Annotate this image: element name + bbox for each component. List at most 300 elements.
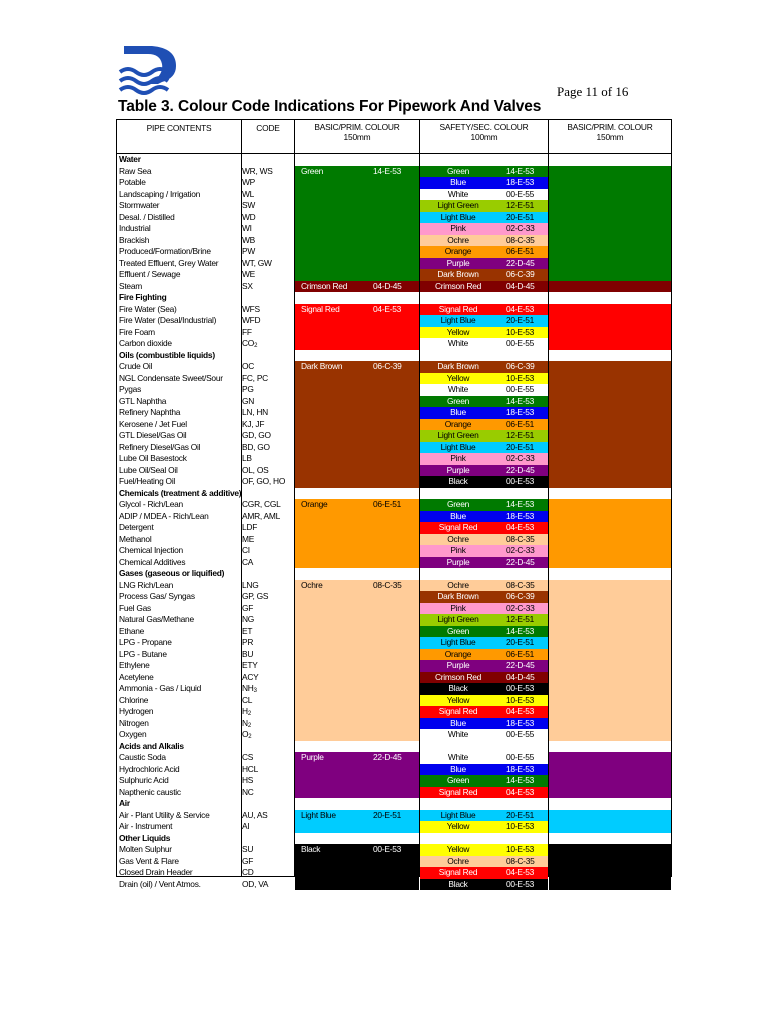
pipe-contents-cell: Brackish [119, 234, 150, 245]
pipe-contents-cell: Produced/Formation/Brine [119, 246, 211, 256]
code-cell [242, 281, 294, 293]
safety-colour-cell [420, 718, 548, 730]
pipe-contents-cell: Landscaping / Irrigation [119, 188, 201, 199]
code-text: GF [242, 602, 254, 613]
code-cell [242, 637, 294, 649]
safety-colour-name: Blue [450, 510, 466, 521]
safety-colour-name: Signal Red [438, 522, 478, 532]
safety-colour-cell [420, 603, 548, 615]
table-title: Table 3. Colour Code Indications For Pipework And Valves [118, 98, 542, 115]
pipe-contents-cell: Chlorine [119, 694, 149, 705]
safety-colour-cell [420, 752, 548, 764]
code-text: FF [242, 326, 252, 337]
basic-colour-code: 08-C-35 [373, 579, 402, 590]
safety-colour-cell [420, 879, 548, 891]
group-heading: Acids and Alkalis [119, 740, 184, 751]
header-safety-line1: SAFETY/SEC. COLOUR [439, 122, 529, 132]
group-heading: Air [119, 798, 130, 808]
code-text: CGR, CGL [242, 499, 281, 509]
pipe-contents-cell: Air - Instrument [119, 821, 173, 831]
pipe-contents-cell: Desal. / Distilled [119, 211, 175, 222]
table-row [117, 223, 671, 235]
table-row [117, 867, 671, 879]
code-cell [242, 476, 294, 488]
safety-colour-cell [420, 683, 548, 695]
safety-colour-name: Yellow [446, 372, 470, 383]
safety-colour-code: 06-E-51 [506, 418, 535, 429]
table-row [117, 683, 671, 695]
safety-colour-name: Crimson Red [434, 671, 482, 682]
code-text: OL, OS [242, 464, 269, 475]
group-heading-row [117, 833, 671, 845]
table-row [117, 545, 671, 557]
pipe-contents-cell: Refinery Diesel/Gas Oil [119, 441, 201, 452]
table-row [117, 879, 671, 891]
pipe-contents-cell: Gas Vent & Flare [119, 855, 179, 866]
basic-colour-name: Dark Brown [301, 361, 343, 371]
code-text: N [242, 717, 248, 728]
safety-colour-code: 02-C-33 [506, 602, 535, 613]
table-row [117, 764, 671, 776]
safety-colour-code: 04-E-53 [506, 706, 535, 716]
code-cell [242, 499, 294, 511]
code-cell [242, 315, 294, 327]
table-row [117, 649, 671, 661]
code-cell [242, 453, 294, 465]
table-row [117, 430, 671, 442]
header-safety-line2: 100mm [470, 132, 498, 142]
code-cell [242, 430, 294, 442]
code-cell [242, 844, 294, 856]
code-text: OC [242, 361, 255, 371]
safety-colour-code: 12-E-51 [506, 430, 535, 440]
basic-colour-name: Green [301, 165, 324, 176]
code-cell [242, 522, 294, 534]
safety-colour-code: 10-E-53 [506, 372, 535, 383]
pipe-contents-cell: LNG Rich/Lean [119, 579, 174, 590]
pipe-contents-cell: Molten Sulphur [119, 844, 172, 854]
pipe-contents-cell: Nitrogen [119, 717, 149, 728]
safety-colour-cell [420, 246, 548, 258]
table-row [117, 718, 671, 730]
pipe-contents-cell: Acetylene [119, 671, 154, 682]
safety-colour-code: 22-D-45 [506, 660, 535, 670]
table-row [117, 212, 671, 224]
safety-colour-name: Pink [450, 602, 466, 613]
safety-colour-name: Pink [450, 223, 466, 233]
pipe-contents-cell: Fire Foam [119, 326, 155, 337]
code-text: CL [242, 694, 253, 705]
code-text: CS [242, 752, 254, 762]
code-cell [242, 752, 294, 764]
code-text: BD, GO [242, 441, 270, 452]
pipe-contents-cell: Chemical Additives [119, 556, 186, 567]
group-heading-row [117, 488, 671, 500]
pipe-contents-cell: Refinery Naphtha [119, 407, 181, 417]
safety-colour-cell [420, 465, 548, 477]
safety-colour-name: Light Blue [440, 637, 476, 647]
table-row [117, 522, 671, 534]
group-heading: Gases (gaseous or liquified) [119, 568, 225, 578]
safety-colour-code: 04-E-53 [506, 522, 535, 532]
safety-colour-cell [420, 706, 548, 718]
table-row [117, 810, 671, 822]
safety-colour-name: Purple [446, 257, 470, 268]
safety-colour-cell [420, 166, 548, 178]
safety-colour-code: 20-E-51 [506, 211, 535, 222]
safety-colour-code: 20-E-51 [506, 637, 535, 647]
safety-colour-name: Light Blue [440, 809, 476, 820]
code-cell [242, 465, 294, 477]
pipe-contents-cell: LPG - Butane [119, 648, 167, 659]
pipe-contents-cell: Closed Drain Header [119, 867, 193, 877]
basic-colour-code: 14-E-53 [373, 165, 402, 176]
table-row [117, 844, 671, 856]
safety-colour-code: 14-E-53 [506, 775, 535, 785]
pipe-contents-cell: LPG - Propane [119, 637, 172, 647]
basic-colour-code: 20-E-51 [373, 809, 402, 820]
code-text: ETY [242, 660, 258, 670]
code-text: AMR, AML [242, 510, 281, 521]
group-heading-row [117, 350, 671, 362]
code-text: ACY [242, 671, 259, 682]
safety-colour-cell [420, 591, 548, 603]
pipe-contents-cell: NGL Condensate Sweet/Sour [119, 372, 223, 383]
safety-colour-code: 08-C-35 [506, 533, 535, 544]
safety-colour-code: 14-E-53 [506, 395, 535, 406]
group-heading-row [117, 741, 671, 753]
pipe-contents-cell: Kerosene / Jet Fuel [119, 418, 187, 429]
safety-colour-cell [420, 430, 548, 442]
code-text: H [242, 706, 248, 716]
safety-colour-cell [420, 522, 548, 534]
table-row [117, 327, 671, 339]
pipe-contents-cell: Air - Plant Utility & Service [119, 809, 210, 820]
safety-colour-cell [420, 787, 548, 799]
safety-colour-cell [420, 384, 548, 396]
safety-colour-name: Pink [450, 453, 466, 463]
pipe-contents-cell: Caustic Soda [119, 752, 166, 762]
table-row [117, 166, 671, 178]
pipe-contents-cell: Industrial [119, 223, 151, 233]
safety-colour-name: Light Blue [440, 441, 476, 452]
safety-colour-code: 04-E-53 [506, 867, 535, 877]
safety-colour-name: Blue [450, 763, 466, 774]
code-cell [242, 545, 294, 557]
basic-colour-code: 06-E-51 [373, 499, 402, 509]
safety-colour-code: 20-E-51 [506, 441, 535, 452]
code-cell [242, 223, 294, 235]
code-subscript: 2 [247, 722, 251, 729]
header-basic-colour [295, 120, 420, 154]
table-row [117, 189, 671, 201]
safety-colour-name: Black [448, 476, 468, 486]
code-cell [242, 258, 294, 270]
safety-colour-cell [420, 775, 548, 787]
basic-colour-name: Orange [301, 499, 328, 509]
safety-colour-code: 20-E-51 [506, 315, 535, 325]
table-row [117, 258, 671, 270]
pipe-contents-cell: Process Gas/ Syngas [119, 591, 195, 601]
code-text: PG [242, 384, 254, 394]
safety-colour-cell [420, 511, 548, 523]
safety-colour-cell [420, 844, 548, 856]
table-row [117, 695, 671, 707]
safety-colour-name: Crimson Red [434, 280, 482, 291]
safety-colour-name: Orange [444, 648, 472, 659]
basic-colour-name: Light Blue [301, 809, 336, 820]
safety-colour-name: Yellow [446, 326, 470, 337]
code-text: WP [242, 177, 255, 187]
table-row [117, 235, 671, 247]
pipe-contents-cell: Hydrochloric Acid [119, 763, 180, 774]
safety-colour-cell [420, 626, 548, 638]
safety-colour-code: 08-C-35 [506, 234, 535, 245]
code-subscript: 2 [248, 734, 252, 740]
code-cell [242, 821, 294, 833]
safety-colour-name: White [447, 188, 469, 199]
code-cell [242, 212, 294, 224]
pipe-contents-cell: Carbon dioxide [119, 338, 172, 348]
safety-colour-code: 00-E-53 [506, 683, 535, 693]
table-row [117, 591, 671, 603]
safety-colour-cell [420, 810, 548, 822]
pipe-contents-cell: Natural Gas/Methane [119, 614, 194, 624]
code-cell [242, 626, 294, 638]
code-cell [242, 856, 294, 868]
table-row [117, 511, 671, 523]
basic-colour-code: 06-C-39 [373, 361, 402, 371]
table-row [117, 315, 671, 327]
safety-colour-cell [420, 419, 548, 431]
pipe-contents-cell: Sulphuric Acid [119, 775, 169, 785]
pipe-contents-cell: GTL Naphtha [119, 395, 167, 406]
code-text: LB [242, 453, 252, 463]
safety-colour-code: 22-D-45 [506, 556, 535, 567]
table-row [117, 476, 671, 488]
safety-colour-cell [420, 649, 548, 661]
safety-colour-code: 12-E-51 [506, 614, 535, 624]
safety-colour-code: 14-E-53 [506, 165, 535, 176]
header-pipe-contents [117, 120, 242, 154]
safety-colour-cell [420, 614, 548, 626]
safety-colour-name: Orange [444, 418, 472, 429]
code-cell [242, 879, 294, 891]
safety-colour-code: 02-C-33 [506, 453, 535, 463]
safety-colour-name: Signal Red [438, 303, 478, 314]
code-cell [242, 706, 294, 718]
code-text: WD [242, 211, 256, 222]
safety-colour-code: 10-E-53 [506, 844, 535, 854]
table-row [117, 775, 671, 787]
safety-colour-code: 02-C-33 [506, 223, 535, 233]
code-text: SX [242, 280, 253, 291]
code-subscript: 3 [253, 688, 257, 694]
table-row [117, 384, 671, 396]
table-row [117, 304, 671, 316]
safety-colour-cell [420, 281, 548, 293]
safety-colour-code: 06-C-39 [506, 361, 535, 371]
safety-colour-cell [420, 764, 548, 776]
code-text: BU [242, 648, 254, 659]
pipe-contents-cell: Glycol - Rich/Lean [119, 499, 183, 509]
basic-colour-name: Ochre [301, 579, 323, 590]
code-subscript: 2 [254, 343, 258, 349]
basic-colour-code: 00-E-53 [373, 844, 402, 854]
safety-colour-code: 06-E-51 [506, 246, 535, 256]
code-cell [242, 338, 294, 350]
code-text: KJ, JF [242, 418, 265, 429]
code-text: CA [242, 556, 254, 567]
code-cell [242, 614, 294, 626]
safety-colour-name: Purple [446, 556, 470, 567]
pipe-contents-cell: Fuel Gas [119, 602, 151, 613]
group-heading: Water [119, 154, 141, 164]
code-cell [242, 787, 294, 799]
safety-colour-code: 22-D-45 [506, 257, 535, 268]
safety-colour-name: Blue [450, 717, 466, 728]
table-row [117, 557, 671, 569]
safety-colour-cell [420, 660, 548, 672]
pipe-contents-cell: Raw Sea [119, 165, 152, 176]
safety-colour-name: Signal Red [438, 867, 478, 877]
safety-colour-cell [420, 637, 548, 649]
safety-colour-cell [420, 212, 548, 224]
table-row [117, 465, 671, 477]
safety-colour-cell [420, 695, 548, 707]
code-cell [242, 511, 294, 523]
code-text: AI [242, 821, 250, 831]
code-cell [242, 603, 294, 615]
code-text: CO [242, 338, 255, 348]
safety-colour-code: 18-E-53 [506, 510, 535, 521]
pipe-contents-cell: Hydrogen [119, 706, 154, 716]
group-heading-row [117, 568, 671, 580]
safety-colour-name: Dark Brown [437, 591, 479, 601]
code-cell [242, 695, 294, 707]
basic-colour-name: Black [301, 844, 321, 854]
code-text: GF [242, 855, 254, 866]
header-code-label: CODE [256, 123, 280, 133]
safety-colour-name: White [447, 752, 469, 762]
header-basic-colour-2 [549, 120, 671, 154]
table-row [117, 614, 671, 626]
safety-colour-name: Purple [446, 464, 470, 475]
safety-colour-name: Green [446, 165, 470, 176]
code-cell [242, 660, 294, 672]
company-logo-icon [118, 44, 178, 98]
safety-colour-name: Signal Red [438, 786, 478, 797]
code-text: CD [242, 867, 254, 877]
safety-colour-cell [420, 856, 548, 868]
safety-colour-code: 22-D-45 [506, 464, 535, 475]
safety-colour-code: 04-D-45 [506, 280, 535, 291]
basic-colour-code: 22-D-45 [373, 752, 402, 762]
basic-colour-name: Purple [301, 752, 324, 762]
code-cell [242, 304, 294, 316]
pipe-contents-cell: Ethylene [119, 660, 150, 670]
safety-colour-name: Yellow [446, 844, 470, 854]
column-divider [548, 154, 549, 876]
code-cell [242, 396, 294, 408]
safety-colour-code: 06-C-39 [506, 591, 535, 601]
code-text: WL [242, 188, 255, 199]
safety-colour-name: White [447, 729, 469, 739]
safety-colour-code: 04-E-53 [506, 786, 535, 797]
safety-colour-name: Orange [444, 246, 472, 256]
safety-colour-code: 02-C-33 [506, 545, 535, 555]
code-text: WE [242, 269, 255, 279]
header-basic2-line2: 150mm [596, 132, 624, 142]
safety-colour-cell [420, 304, 548, 316]
pipe-contents-cell: Ammonia - Gas / Liquid [119, 683, 202, 693]
safety-colour-name: Light Green [437, 200, 479, 210]
table-row [117, 396, 671, 408]
table-row [117, 626, 671, 638]
pipe-contents-cell: Detergent [119, 522, 154, 532]
header-basic-line1: BASIC/PRIM. COLOUR [314, 122, 400, 132]
table-row [117, 856, 671, 868]
table-row [117, 407, 671, 419]
group-heading: Fire Fighting [119, 292, 167, 302]
table-row [117, 200, 671, 212]
table-row [117, 269, 671, 281]
safety-colour-cell [420, 476, 548, 488]
code-text: HS [242, 775, 254, 785]
safety-colour-code: 04-D-45 [506, 671, 535, 682]
safety-colour-code: 00-E-55 [506, 729, 535, 739]
safety-colour-cell [420, 557, 548, 569]
code-cell [242, 580, 294, 592]
pipe-contents-cell: Crude Oil [119, 361, 153, 371]
safety-colour-cell [420, 729, 548, 741]
code-cell [242, 246, 294, 258]
safety-colour-name: Green [446, 395, 470, 406]
safety-colour-cell [420, 200, 548, 212]
safety-colour-code: 00-E-55 [506, 752, 535, 762]
group-heading: Oils (combustible liquids) [119, 349, 215, 360]
safety-colour-code: 18-E-53 [506, 717, 535, 728]
table-row [117, 672, 671, 684]
safety-colour-name: Ochre [447, 533, 469, 544]
table-row [117, 246, 671, 258]
safety-colour-name: Light Blue [440, 315, 476, 325]
header-pipe-contents-label: PIPE CONTENTS [146, 123, 212, 133]
colour-code-table [116, 119, 672, 889]
safety-colour-code: 10-E-53 [506, 821, 535, 831]
header-code [242, 120, 295, 154]
code-text: GN [242, 395, 255, 406]
safety-colour-code: 06-C-39 [506, 269, 535, 279]
code-text: CI [242, 545, 250, 555]
safety-colour-cell [420, 580, 548, 592]
safety-colour-name: White [447, 338, 469, 348]
pipe-contents-cell: Pygas [119, 384, 142, 394]
code-text: PW [242, 246, 255, 256]
column-divider [419, 154, 420, 876]
header-basic2-line1: BASIC/PRIM. COLOUR [567, 122, 653, 132]
code-cell [242, 534, 294, 546]
code-text: NH [242, 683, 254, 693]
safety-colour-cell [420, 672, 548, 684]
pipe-contents-cell: Oxygen [119, 729, 147, 739]
pipe-contents-cell: Effluent / Sewage [119, 269, 181, 279]
table-row [117, 338, 671, 350]
safety-colour-name: Signal Red [438, 706, 478, 716]
table-row [117, 580, 671, 592]
safety-colour-cell [420, 189, 548, 201]
safety-colour-code: 08-C-35 [506, 579, 535, 590]
